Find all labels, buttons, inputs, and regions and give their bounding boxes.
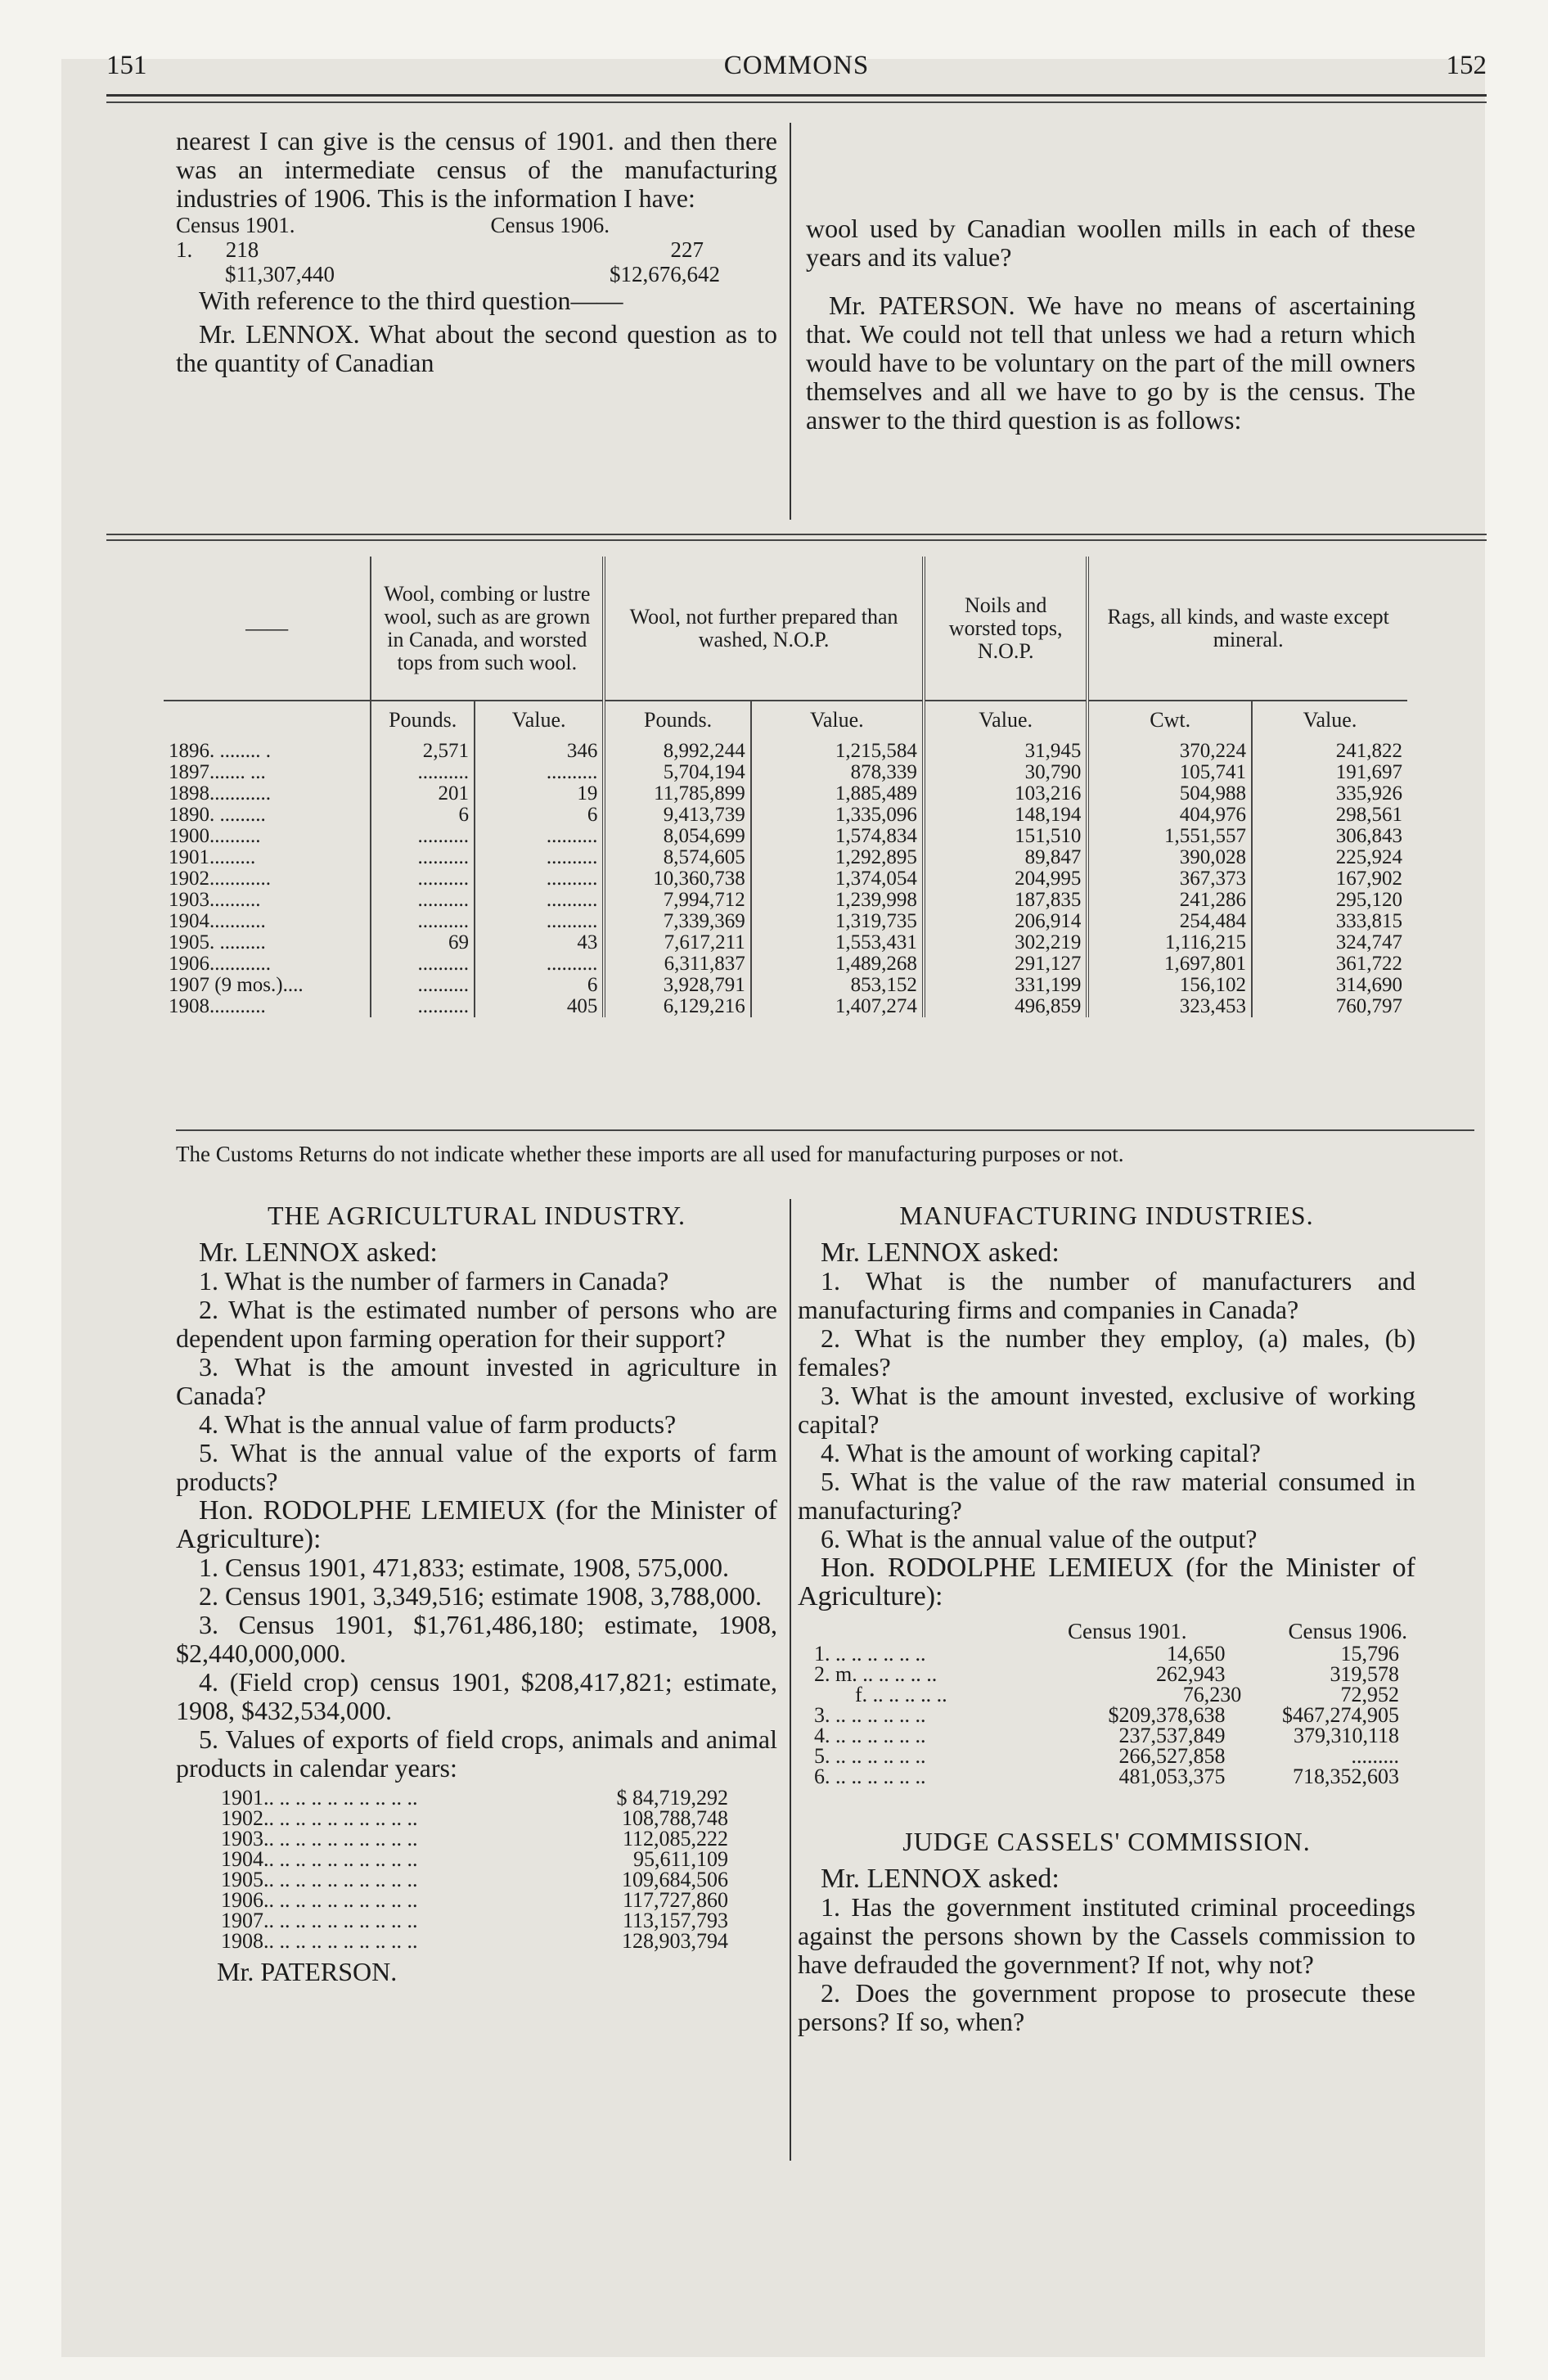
agriculture-heading: THE AGRICULTURAL INDUSTRY. bbox=[267, 1201, 686, 1230]
table-top-rule bbox=[106, 534, 1487, 535]
value-cell: 1,551,557 bbox=[1087, 826, 1252, 847]
header-title: COMMONS bbox=[723, 51, 870, 80]
row1-1906: 227 bbox=[670, 237, 704, 262]
judge-cassels-heading: JUDGE CASSELS' COMMISSION. bbox=[902, 1827, 1311, 1856]
year-cell: 1902............ bbox=[164, 868, 371, 890]
value-cell: .......... bbox=[475, 911, 604, 932]
table-row bbox=[164, 932, 1407, 953]
year-cell: 1897....... ... bbox=[164, 762, 371, 783]
census-1901-value: 262,943 bbox=[1156, 1662, 1226, 1686]
value-cell: 1,292,895 bbox=[751, 847, 924, 868]
year-cell: 1904........... bbox=[164, 911, 371, 932]
export-year: 1907.. .. .. .. .. .. .. .. .. .. bbox=[221, 1909, 418, 1932]
agri-q4: 4. What is the annual value of farm products? bbox=[199, 1409, 677, 1439]
mfg-q5: 5. What is the value of the raw material consumed in manufacturing? bbox=[798, 1467, 1415, 1525]
value-cell: 8,574,605 bbox=[604, 847, 750, 868]
value-cell: 405 bbox=[475, 996, 604, 1017]
value-cell: 6 bbox=[475, 805, 604, 826]
judge-q1: 1. Has the government instituted criminal proceedings against the persons shown by the Cassels commission to have defrauded the government? If not, why not? bbox=[798, 1892, 1415, 1979]
value-cell: 760,797 bbox=[1335, 995, 1402, 1017]
list-item bbox=[814, 1766, 1399, 1787]
lennox-asked: Mr. LENNOX asked: bbox=[821, 1237, 1060, 1268]
value-cell: .......... bbox=[475, 826, 604, 847]
value-cell: 7,617,211 bbox=[604, 932, 750, 953]
export-value: 95,611,109 bbox=[632, 1847, 728, 1871]
export-year: 1905.. .. .. .. .. .. .. .. .. .. bbox=[221, 1868, 418, 1891]
year-cell: 1898............ bbox=[164, 783, 371, 805]
value-cell: 504,988 bbox=[1087, 783, 1252, 805]
value-cell: 254,484 bbox=[1087, 911, 1252, 932]
value-cell: 151,510 bbox=[924, 826, 1088, 847]
table-row bbox=[164, 868, 1407, 890]
mfg-q4: 4. What is the amount of working capital? bbox=[821, 1438, 1261, 1467]
unit-value: Value. bbox=[924, 701, 1088, 741]
wool-imports-table bbox=[164, 557, 1407, 1017]
value-cell: .......... bbox=[371, 975, 475, 996]
export-year: 1902.. .. .. .. .. .. .. .. .. .. bbox=[221, 1806, 418, 1830]
mfg-q3: 3. What is the amount invested, exclusive of working capital? bbox=[798, 1381, 1415, 1439]
value-cell: 1,374,054 bbox=[751, 868, 924, 890]
list-item bbox=[221, 1787, 728, 1808]
agri-a2: 2. Census 1901, 3,349,516; estimate 1908, 3,788,000. bbox=[199, 1581, 762, 1611]
value-cell: 7,994,712 bbox=[604, 890, 750, 911]
customs-note-text: The Customs Returns do not indicate whether these imports are all used for manufacturing purposes or not. bbox=[176, 1142, 1124, 1166]
value-cell: .......... bbox=[475, 890, 604, 911]
value-cell: 1,407,274 bbox=[751, 996, 924, 1017]
mfg-census-heads bbox=[798, 1611, 1415, 1643]
value-cell: .......... bbox=[371, 868, 475, 890]
census-1901-value: 266,527,858 bbox=[1118, 1744, 1226, 1768]
top-right-column bbox=[806, 214, 1415, 435]
table-row bbox=[164, 805, 1407, 826]
value-cell: .......... bbox=[371, 953, 475, 975]
value-cell: 1,697,801 bbox=[1087, 953, 1252, 975]
value-cell: 1,215,584 bbox=[751, 741, 924, 762]
census-heads bbox=[176, 213, 777, 237]
value-cell: 295,120 bbox=[1335, 889, 1402, 911]
agri-q1: 1. What is the number of farmers in Canada? bbox=[199, 1266, 669, 1296]
lemieux-reply: Hon. RODOLPHE LEMIEUX (for the Minister of Agriculture): bbox=[798, 1553, 1415, 1611]
list-item bbox=[221, 1808, 728, 1828]
value-cell: 3,928,791 bbox=[604, 975, 750, 996]
bottom-column-divider bbox=[790, 1199, 791, 2161]
table-row bbox=[164, 911, 1407, 932]
table-row bbox=[164, 975, 1407, 996]
table-bottom-rule bbox=[176, 1129, 1474, 1131]
value-cell: 1,116,215 bbox=[1087, 932, 1252, 953]
manufacturing-column bbox=[798, 1201, 1415, 2036]
value-cell: .......... bbox=[371, 911, 475, 932]
list-item bbox=[814, 1664, 1399, 1684]
table-top-rule-2 bbox=[106, 539, 1487, 541]
value-cell: 1,553,431 bbox=[751, 932, 924, 953]
agri-a1: 1. Census 1901, 471,833; estimate, 1908, 575,000. bbox=[199, 1553, 729, 1582]
lemieux-reply: Hon. RODOLPHE LEMIEUX (for the Minister of Agriculture): bbox=[176, 1495, 777, 1554]
value-cell: 298,561 bbox=[1335, 804, 1402, 826]
value-cell: 333,815 bbox=[1335, 910, 1402, 932]
census-1901-head: Census 1901. bbox=[176, 213, 295, 237]
unit-pounds: Pounds. bbox=[604, 701, 750, 741]
table-row bbox=[164, 996, 1407, 1017]
mfg-head-1906: Census 1906. bbox=[1288, 1619, 1407, 1643]
agriculture-column bbox=[176, 1201, 777, 1986]
year-cell: 1908........... bbox=[164, 996, 371, 1017]
value-cell: 291,127 bbox=[924, 953, 1088, 975]
unit-cwt: Cwt. bbox=[1087, 701, 1252, 741]
value-cell: 148,194 bbox=[924, 805, 1088, 826]
value-cell: 241,286 bbox=[1087, 890, 1252, 911]
mfg-census-table bbox=[798, 1643, 1415, 1787]
export-value: 108,788,748 bbox=[622, 1806, 728, 1830]
value-cell: 323,453 bbox=[1087, 996, 1252, 1017]
paterson-label: Mr. PATERSON. bbox=[217, 1957, 398, 1986]
export-value: 113,157,793 bbox=[622, 1909, 728, 1932]
census-1906-value: 319,578 bbox=[1330, 1662, 1399, 1686]
value-cell: 8,992,244 bbox=[604, 741, 750, 762]
row1-1901: 218 bbox=[225, 237, 259, 262]
col-head-noils: Noils and worsted tops, N.O.P. bbox=[924, 557, 1088, 701]
export-value: $ 84,719,292 bbox=[616, 1786, 728, 1810]
customs-note bbox=[176, 1142, 1403, 1166]
agri-a4: 4. (Field crop) census 1901, $208,417,821; estimate, 1908, $432,534,000. bbox=[176, 1667, 777, 1725]
table-row bbox=[164, 762, 1407, 783]
value-cell: 335,926 bbox=[1335, 782, 1402, 805]
value-cell: 1,335,096 bbox=[751, 805, 924, 826]
census-1901-value: 481,053,375 bbox=[1118, 1765, 1226, 1788]
value-cell: 496,859 bbox=[924, 996, 1088, 1017]
list-item bbox=[814, 1684, 1399, 1705]
value-cell: 89,847 bbox=[924, 847, 1088, 868]
row2-1906: $12,676,642 bbox=[610, 262, 720, 286]
table-row bbox=[164, 847, 1407, 868]
top-column-divider bbox=[790, 123, 791, 520]
table-row bbox=[164, 826, 1407, 847]
lennox-asked: Mr. LENNOX asked: bbox=[821, 1864, 1060, 1894]
value-cell: 6 bbox=[371, 805, 475, 826]
census-item-label: 2. m. .. .. .. .. .. bbox=[814, 1662, 938, 1686]
value-cell: 31,945 bbox=[924, 741, 1088, 762]
value-cell: 331,199 bbox=[924, 975, 1088, 996]
value-cell: .......... bbox=[475, 868, 604, 890]
census-1906-value: ......... bbox=[1351, 1744, 1399, 1768]
year-cell: 1907 (9 mos.).... bbox=[164, 975, 371, 996]
agri-q2: 2. What is the estimated number of persons who are dependent upon farming operation for their support? bbox=[176, 1295, 777, 1353]
judge-q2: 2. Does the government propose to prosecute these persons? If so, when? bbox=[798, 1978, 1415, 2036]
header-rule-2 bbox=[106, 101, 1487, 103]
value-cell: 324,747 bbox=[1335, 931, 1402, 953]
value-cell: 201 bbox=[371, 783, 475, 805]
unit-value: Value. bbox=[751, 701, 924, 741]
value-cell: .......... bbox=[371, 847, 475, 868]
row-label: 1. bbox=[176, 237, 193, 262]
export-value: 117,727,860 bbox=[622, 1888, 728, 1912]
year-cell: 1906............ bbox=[164, 953, 371, 975]
census-1906-head: Census 1906. bbox=[490, 213, 610, 237]
left-page-number: 151 bbox=[106, 51, 147, 80]
census-1901-value: 237,537,849 bbox=[1118, 1724, 1226, 1747]
year-cell: 1900.......... bbox=[164, 826, 371, 847]
list-item bbox=[814, 1643, 1399, 1664]
census-row-2 bbox=[176, 262, 777, 286]
unit-row bbox=[164, 701, 1407, 741]
year-cell: 1896. ........ . bbox=[164, 741, 371, 762]
export-year: 1904.. .. .. .. .. .. .. .. .. .. bbox=[221, 1847, 418, 1871]
census-1906-value: 15,796 bbox=[1340, 1642, 1399, 1666]
table-row bbox=[164, 953, 1407, 975]
value-cell: 204,995 bbox=[924, 868, 1088, 890]
value-cell: 1,239,998 bbox=[751, 890, 924, 911]
value-cell: 1,319,735 bbox=[751, 911, 924, 932]
census-item-label: 4. .. .. .. .. .. .. bbox=[814, 1724, 926, 1747]
mfg-q1: 1. What is the number of manufacturers and manufacturing firms and companies in Canada? bbox=[798, 1266, 1415, 1324]
census-item-label: 6. .. .. .. .. .. .. bbox=[814, 1765, 926, 1788]
list-item bbox=[221, 1849, 728, 1869]
list-item bbox=[221, 1828, 728, 1849]
value-cell: 191,697 bbox=[1335, 761, 1402, 783]
value-cell: 10,360,738 bbox=[604, 868, 750, 890]
list-item bbox=[814, 1705, 1399, 1725]
value-cell: 9,413,739 bbox=[604, 805, 750, 826]
value-cell: 878,339 bbox=[751, 762, 924, 783]
value-cell: 1,885,489 bbox=[751, 783, 924, 805]
mfg-q6: 6. What is the annual value of the output? bbox=[821, 1524, 1258, 1553]
wool-question-cont: wool used by Canadian woollen mills in each of these years and its value? bbox=[806, 214, 1415, 272]
value-cell: 7,339,369 bbox=[604, 911, 750, 932]
mfg-q2: 2. What is the number they employ, (a) males, (b) females? bbox=[798, 1323, 1415, 1382]
year-cell: 1901......... bbox=[164, 847, 371, 868]
lennox-second-question: Mr. LENNOX. What about the second question as to the quantity of Canadian bbox=[176, 319, 777, 377]
table-head-row bbox=[164, 557, 1407, 701]
unit-pounds: Pounds. bbox=[371, 701, 475, 741]
census-item-label: f. .. .. .. .. .. bbox=[855, 1683, 947, 1706]
value-cell: 6,311,837 bbox=[604, 953, 750, 975]
value-cell: 6 bbox=[475, 975, 604, 996]
third-question-text: With reference to the third question—— bbox=[199, 286, 623, 315]
value-cell: 1,574,834 bbox=[751, 826, 924, 847]
value-cell: 302,219 bbox=[924, 932, 1088, 953]
census-row-1 bbox=[176, 237, 777, 262]
list-item bbox=[221, 1910, 728, 1931]
census-1906-value: 379,310,118 bbox=[1293, 1724, 1399, 1747]
export-year: 1901.. .. .. .. .. .. .. .. .. .. bbox=[221, 1786, 418, 1810]
export-value: 109,684,506 bbox=[622, 1868, 728, 1891]
value-cell: 2,571 bbox=[371, 741, 475, 762]
value-cell: 167,902 bbox=[1335, 868, 1402, 890]
col-head-combing-wool: Wool, combing or lustre wool, such as are grown in Canada, and worsted tops from such wool. bbox=[371, 557, 604, 701]
census-item-label: 5. .. .. .. .. .. .. bbox=[814, 1744, 926, 1768]
year-cell: 1903.......... bbox=[164, 890, 371, 911]
value-cell: 187,835 bbox=[924, 890, 1088, 911]
export-year: 1908.. .. .. .. .. .. .. .. .. .. bbox=[221, 1929, 418, 1953]
value-cell: 8,054,699 bbox=[604, 826, 750, 847]
value-cell: .......... bbox=[371, 826, 475, 847]
export-value: 128,903,794 bbox=[622, 1929, 728, 1953]
list-item bbox=[814, 1746, 1399, 1766]
value-cell: .......... bbox=[475, 953, 604, 975]
value-cell: 156,102 bbox=[1087, 975, 1252, 996]
col-head-washed-wool: Wool, not further prepared than washed, N.O.P. bbox=[604, 557, 924, 701]
value-cell: 5,704,194 bbox=[604, 762, 750, 783]
value-cell: 30,790 bbox=[924, 762, 1088, 783]
value-cell: 853,152 bbox=[751, 975, 924, 996]
census-1906-value: $467,274,905 bbox=[1282, 1703, 1399, 1727]
mfg-head-1901: Census 1901. bbox=[1068, 1619, 1187, 1643]
right-page-number: 152 bbox=[1446, 51, 1487, 80]
value-cell: 390,028 bbox=[1087, 847, 1252, 868]
value-cell: 306,843 bbox=[1335, 825, 1402, 847]
value-cell: 404,976 bbox=[1087, 805, 1252, 826]
table-row bbox=[164, 741, 1407, 762]
value-cell: 241,822 bbox=[1335, 740, 1402, 762]
value-cell: 6,129,216 bbox=[604, 996, 750, 1017]
value-cell: 370,224 bbox=[1087, 741, 1252, 762]
value-cell: 367,373 bbox=[1087, 868, 1252, 890]
year-cell: 1890. ......... bbox=[164, 805, 371, 826]
value-cell: 225,924 bbox=[1335, 846, 1402, 868]
list-item bbox=[221, 1869, 728, 1890]
value-cell: 1,489,268 bbox=[751, 953, 924, 975]
table-row bbox=[164, 890, 1407, 911]
census-1901-value: 14,650 bbox=[1167, 1642, 1226, 1666]
value-cell: 105,741 bbox=[1087, 762, 1252, 783]
value-cell: 11,785,899 bbox=[604, 783, 750, 805]
list-item bbox=[814, 1725, 1399, 1746]
value-cell: 19 bbox=[475, 783, 604, 805]
export-value: 112,085,222 bbox=[622, 1827, 728, 1850]
unit-value: Value. bbox=[1303, 708, 1357, 732]
value-cell: 361,722 bbox=[1335, 953, 1402, 975]
value-cell: 346 bbox=[475, 741, 604, 762]
value-cell: 103,216 bbox=[924, 783, 1088, 805]
value-cell: 69 bbox=[371, 932, 475, 953]
census-1901-value: $209,378,638 bbox=[1108, 1703, 1226, 1727]
unit-value: Value. bbox=[475, 701, 604, 741]
value-cell: .......... bbox=[475, 762, 604, 783]
running-header bbox=[106, 51, 1487, 83]
census-item-label: 1. .. .. .. .. .. .. bbox=[814, 1642, 926, 1666]
header-rule bbox=[106, 94, 1487, 97]
manufacturing-heading: MANUFACTURING INDUSTRIES. bbox=[899, 1201, 1314, 1230]
census-1906-value: 72,952 bbox=[1340, 1683, 1399, 1706]
stub-head: —— bbox=[164, 557, 371, 701]
value-cell: .......... bbox=[371, 762, 475, 783]
list-item bbox=[221, 1931, 728, 1951]
top-left-column bbox=[176, 127, 777, 377]
value-cell: 43 bbox=[475, 932, 604, 953]
agri-a5: 5. Values of exports of field crops, animals and animal products in calendar years: bbox=[176, 1724, 777, 1783]
value-cell: .......... bbox=[371, 996, 475, 1017]
census-item-label: 3. .. .. .. .. .. .. bbox=[814, 1703, 926, 1727]
census-1906-value: 718,352,603 bbox=[1293, 1765, 1399, 1788]
col-head-rags: Rags, all kinds, and waste except mineral. bbox=[1087, 557, 1407, 701]
value-cell: .......... bbox=[475, 847, 604, 868]
list-item bbox=[221, 1890, 728, 1910]
exports-list bbox=[176, 1783, 777, 1951]
table-row bbox=[164, 783, 1407, 805]
year-cell: 1905. ......... bbox=[164, 932, 371, 953]
export-year: 1906.. .. .. .. .. .. .. .. .. .. bbox=[221, 1888, 418, 1912]
paterson-answer: Mr. PATERSON. We have no means of ascertaining that. We could not tell that unless we had a return which would have to be voluntary on the part of the mill owners themselves and all we have to go by is the census. The answer to the third question is as follows: bbox=[806, 291, 1415, 435]
agri-a3: 3. Census 1901, $1,761,486,180; estimate, 1908, $2,440,000,000. bbox=[176, 1610, 777, 1668]
census-1901-value: 76,230 bbox=[1182, 1683, 1242, 1706]
export-year: 1903.. .. .. .. .. .. .. .. .. .. bbox=[221, 1827, 418, 1850]
census-intro: nearest I can give is the census of 1901. and then there was an intermediate census of the manufacturing industries of 1906. This is the information I have: bbox=[176, 126, 777, 213]
agri-q5: 5. What is the annual value of the exports of farm products? bbox=[176, 1438, 777, 1496]
row2-1901: $11,307,440 bbox=[225, 262, 335, 286]
agri-q3: 3. What is the amount invested in agriculture in Canada? bbox=[176, 1352, 777, 1410]
value-cell: 206,914 bbox=[924, 911, 1088, 932]
value-cell: 314,690 bbox=[1335, 974, 1402, 996]
value-cell: .......... bbox=[371, 890, 475, 911]
lennox-asked: Mr. LENNOX asked: bbox=[199, 1237, 438, 1268]
